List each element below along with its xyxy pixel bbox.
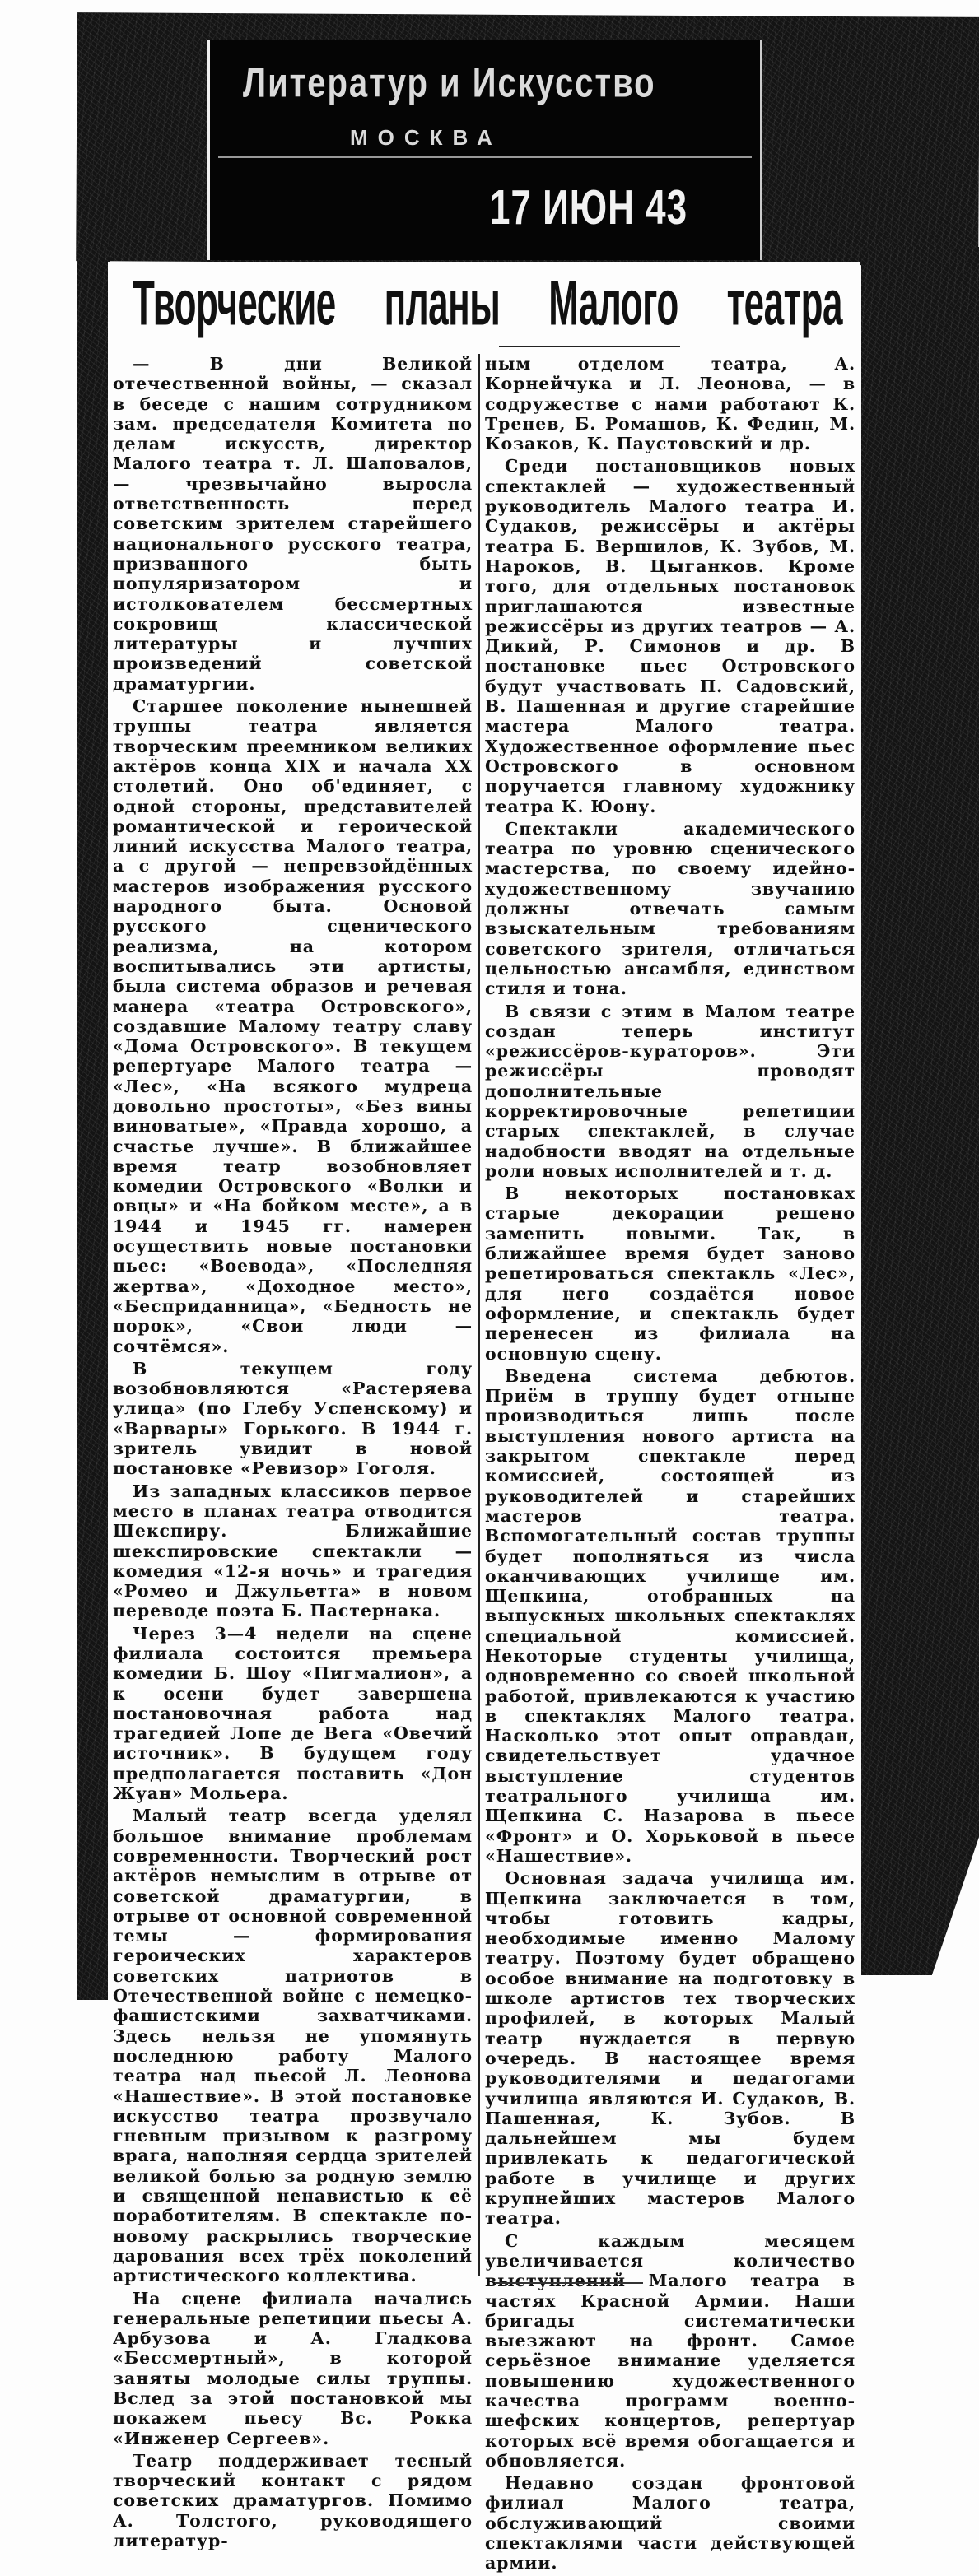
article-paragraph: На сцене филиала начались генеральные репетиции пьесы А. Арбузова и А. Гладкова «Бессмертный», в которой заняты молодые силы труппы. Вслед за этой постановкой мы покажем пьесу Вс. Рокка «Инженер Сергеев». — [113, 2288, 473, 2448]
article-paragraph: Основная задача училища им. Щепкина заключается в том, чтобы готовить кадры, необходимые именно Малому театру. Поэтому будет обращено особое внимание на подготовку в школе артистов тех творческих профилей, в которых Малый театр нуждается в первую очередь. В настоящее время руководителями и педагогами училища являются И. Судаков, В. Пашенная, К. Зубов. В дальнейшем мы будем привлекать к педагогической работе в училище и других крупнейших мастеров Малого театра. — [485, 1868, 855, 2229]
column-divider — [478, 354, 480, 2276]
article-paragraph: Через 3—4 недели на сцене филиала состоится премьера комедии Б. Шоу «Пигмалион», а к осени будет завершена постановочная работа над трагедией Лопе де Вега «Овечий источник». В будущем году предполагается поставить «Дон Жуан» Мольера. — [113, 1623, 473, 1804]
article-paragraph: Недавно создан фронтовой филиал Малого театра, обслуживающий своими спектаклями части действующей армии. — [485, 2473, 855, 2574]
article-paragraph: С каждым месяцем увеличивается количество выступлений Малого театра в частях Красной Армии. Наши бригады систематически выезжают на фронт. Самое серьёзное внимание уделяется повышению художественного качества программ военно-шефских концертов, репертуар которых всё время обогащается и обновляется. — [485, 2230, 855, 2471]
article-paragraph: Театр поддерживает тесный творческий контакт с рядом советских драматургов. Помимо А. Толстого, руководящего литератур- — [113, 2450, 473, 2551]
article-paragraph: — В дни Великой отечественной войны, — сказал в беседе с нашим сотрудником зам. председателя Комитета по делам искусств, директор Малого театра т. Л. Шаповалов, — чрезвычайно выросла ответственность перед советским зрителем старейшего национального русского театра, призванного быть популяризатором и истолкователем бессмертных сокровищ классической литературы и лучших произведений советской драматургии. — [113, 354, 473, 694]
article-paragraph: В текущем году возобновляются «Растеряева улица» (по Глебу Успенскому) и «Варвары» Горького. В 1944 г. зритель увидит в новой постановке «Ревизор» Гоголя. — [113, 1358, 473, 1479]
scan-background-right — [861, 247, 979, 1975]
article-paragraph: Малый театр всегда уделял большое внимание проблемам современности. Творческий рост актёров немыслим в отрыве от советской драматургии, в отрыве от основной современной темы — формирования героических характеров советских патриотов в Отечественной войне с немецко-фашистскими захватчиками. Здесь нельзя не упомянуть последнюю работу Малого театра над пьесой Л. Леонова «Нашествие». В этой постановке искусство театра прозвучало гневным призывом к разгрому врага, наполняя сердца зрителей великой болью за родную землю и священной ненавистью к её поработителям. В спектакле по-новому раскрылись творческие дарования всех трёх поколений артистического коллектива. — [113, 1806, 473, 2286]
archive-stamp — [207, 40, 762, 260]
article-paragraph: Спектакли академического театра по уровню сценического мастерства, по своему идейно-художественному звучанию должны отвечать самым взыскательным требованиям советского зрителя, отличаться цельностью ансамбля, единством стиля и тона. — [485, 818, 855, 999]
article-paragraph: Старшее поколение нынешней труппы театра является творческим преемником великих актёров конца XIX и начала XX столетий. Оно об'единяет, с одной стороны, представителей романтической и героической линий искусства Малого театра, а с другой — непревзойдённых мастеров изображения русского народного быта. Основой русского сценического реализма, на котором воспитывались эти артисты, была система образов и речевая манера «театра Островского», создавшие Малому театру славу «Дома Островского». В текущем репертуаре Малого театра — «Лес», «На всякого мудреца довольно простоты», «Без вины виноватые», «Правда хорошо, а счастье лучше». В ближайшее время театр возобновляет комедии Островского «Волки и овцы» и «На бойком месте», а в 1944 и 1945 гг. намерен осуществить новые постановки пьес: «Воевода», «Последняя жертва», «Доходное место», «Бесприданница», «Бедность не порок», «Свои люди — сочтёмся». — [113, 696, 473, 1356]
article-clipping — [108, 262, 860, 2574]
article-paragraph: Из западных классиков первое место в планах театра отводится Шекспиру. Ближайшие шекспировские спектакли — комедия «12-я ночь» и трагедия «Ромео и Джульетта» в новом переводе поэта Б. Пастернака. — [113, 1481, 473, 1621]
article-paragraph: Введена система дебютов. Приём в труппу будет отныне производиться лишь после выступления нового артиста на закрытом спектакле перед комиссией, состоящей из руководителей и старейших мастеров театра. Вспомогательный состав труппы будет пополняться из числа оканчивающих училище им. Щепкина, отобранных на выпускных школьных спектаклях специальной комиссией. Некоторые студенты училища, одновременно со своей школьной работой, привлекаются к участию в спектаклях Малого театра. Насколько этот опыт оправдан, свидетельствует удачное выступление студентов театрального училища им. Щепкина С. Назарова в пьесе «Фронт» и О. Хорьковой в пьесе «Нашествие». — [485, 1365, 855, 1866]
article-title: Творческие планы Малого театра — [133, 268, 842, 339]
title-underline — [499, 346, 680, 347]
stamp-date: 17 ИЮН 43 — [490, 180, 688, 235]
stamp-city: МОСКВА — [350, 125, 502, 150]
scan-background-left — [77, 247, 110, 2000]
stamp-newspaper-name: Литератур и Искусство — [243, 60, 656, 106]
article-paragraph: ным отделом театра, А. Корнейчука и Л. Леонова, — в содружестве с нами работают К. Тренев, Б. Ромашов, К. Федин, М. Козаков, К. Паустовский и др. — [485, 354, 855, 454]
article-paragraph: В связи с этим в Малом театре создан теперь институт «режиссёров-кураторов». Эти режиссёры проводят дополнительные корректировочные репетиции старых спектаклей, в случае надобности вводят на отдельные роли новых исполнителей и т. д. — [485, 1001, 855, 1181]
stamp-divider — [218, 156, 752, 158]
end-rule — [495, 2282, 643, 2284]
left-column — [113, 354, 473, 2553]
article-paragraph: В некоторых постановках старые декорации решено заменить новыми. Так, в ближайшее время будет заново репетироваться спектакль «Лес», для него создаётся новое оформление, и спектакль будет перенесен из филиала на основную сцену. — [485, 1183, 855, 1364]
article-paragraph: Среди постановщиков новых спектаклей — художественный руководитель Малого театра И. Судаков, режиссёры и актёры театра Б. Вершилов, К. Зубов, М. Нароков, В. Цыганков. Кроме того, для отдельных постановок приглашаются известные режиссёры из других театров — А. Дикий, Р. Симонов и др. В постановке пьес Островского будут участвовать П. Садовский, В. Пашенная и другие старейшие мастера Малого театра. Художественное оформление пьес Островского в основном поручается главному художнику театра К. Юону. — [485, 456, 855, 816]
right-column — [485, 354, 855, 2576]
